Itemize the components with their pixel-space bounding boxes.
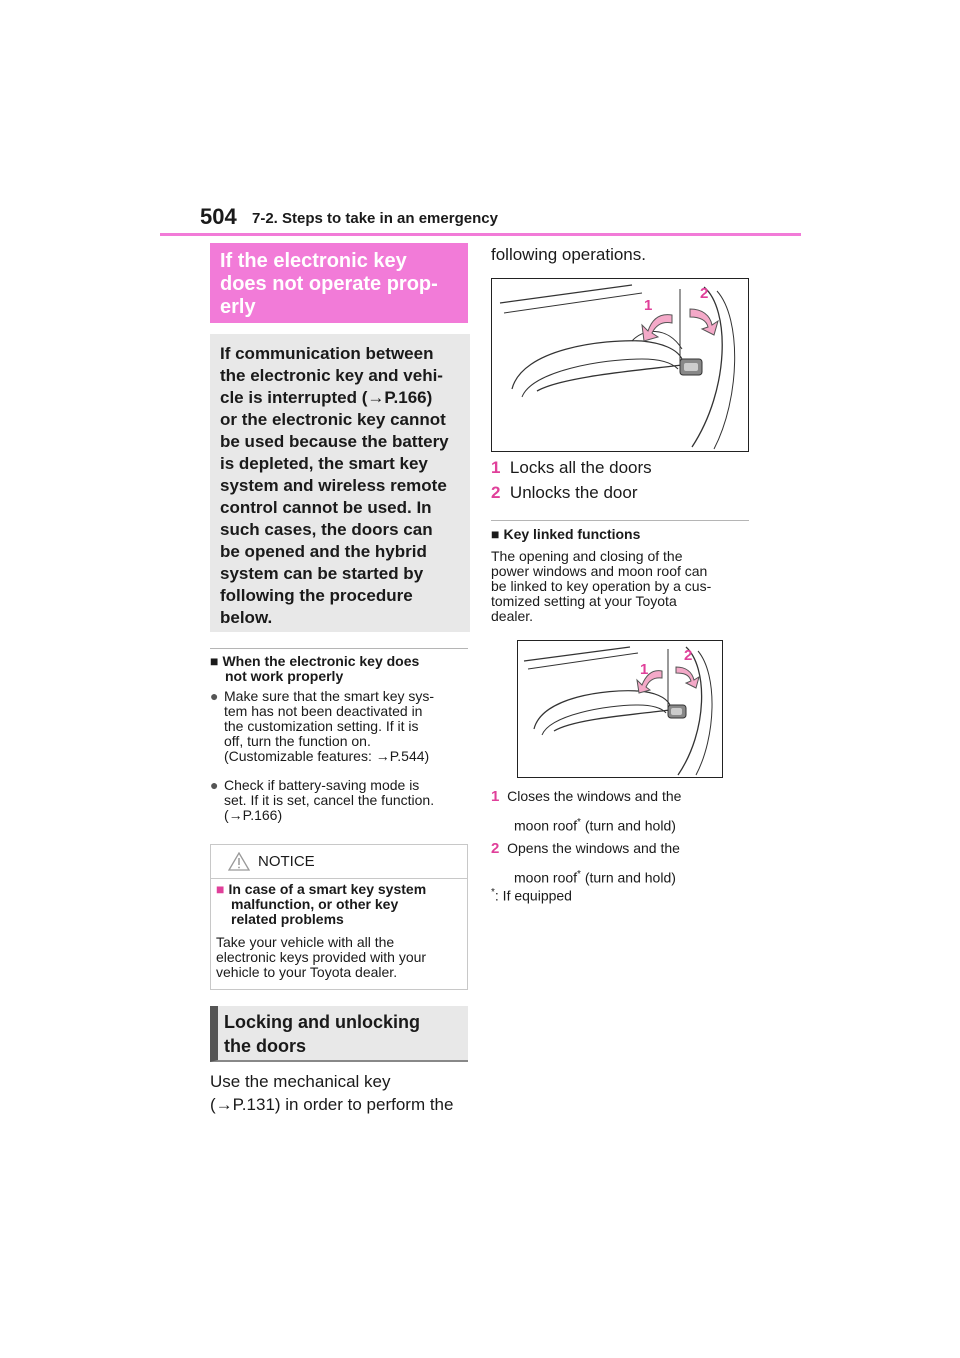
door-handle-figure-windows (517, 640, 723, 778)
bullet-battery-saving: ● Check if battery-saving mode is set. If it is set, cancel the function. (→P.166) (210, 777, 435, 823)
continued-text: following operations. (491, 245, 646, 264)
figure-label-1: 1 (644, 297, 653, 314)
page-number: 504 (200, 204, 237, 229)
notice-label: NOTICE (258, 853, 315, 870)
header-rule (160, 233, 801, 236)
step-unlock-door: 2 Unlocks the door (491, 483, 638, 502)
step-lock-all: 1 Locks all the doors (491, 458, 652, 477)
notice-body: Take your vehicle with all the electronic keys provided with your vehicle to your Toyota dealer. (216, 934, 427, 980)
door-handle-illustration (492, 279, 748, 451)
footnote: *: If equipped (491, 887, 572, 904)
notice-box (210, 844, 468, 990)
section-title: 7-2. Steps to take in an emergency (252, 210, 498, 227)
notice-rule (211, 878, 467, 879)
divider (210, 648, 468, 649)
step-open-windows: 2 Opens the windows and the moon roof* (turn and hold) (491, 840, 680, 886)
step-close-windows: 1 Closes the windows and the moon roof* (turn and hold) (491, 788, 682, 834)
figure-label-2: 2 (684, 647, 693, 664)
section-heading-locking: Locking and unlocking the doors (210, 1006, 468, 1062)
door-handle-figure-lock-unlock (491, 278, 749, 452)
divider (491, 520, 749, 521)
notice-header (211, 845, 467, 879)
sub-heading-key-not-working: ■ When the electronic key does not work properly (210, 653, 420, 684)
figure-label-1: 1 (640, 661, 649, 678)
figure-label-2: 2 (700, 285, 709, 302)
warning-icon (228, 852, 250, 871)
key-linked-body: The opening and closing of the power windows and moon roof can be linked to key operation by a cus- tomized setting at your Toyota dealer. (491, 548, 712, 624)
notice-heading: ■ In case of a smart key system malfunction, or other key related problems (216, 881, 427, 927)
bullet-smart-key-setting: ● Make sure that the smart key sys- tem has not been deactivated in the customization setting. If it is off, turn the function on. (Customizable features: →P.544) (210, 688, 435, 764)
intro-box: If communication between the electronic key and vehi- cle is interrupted (→P.166) or the electronic key cannot be used because the battery is depleted, the smart key system and wireless remote control cannot be used. In such cases, the doors can be opened and the hybrid system can be started by following the procedure below. (210, 334, 470, 632)
locking-body-text: Use the mechanical key (→P.131) in order to perform the (210, 1072, 454, 1114)
section-heading-electronic-key: If the electronic key does not operate prop- erly (210, 243, 468, 323)
sub-heading-key-linked: ■ Key linked functions (491, 526, 641, 542)
